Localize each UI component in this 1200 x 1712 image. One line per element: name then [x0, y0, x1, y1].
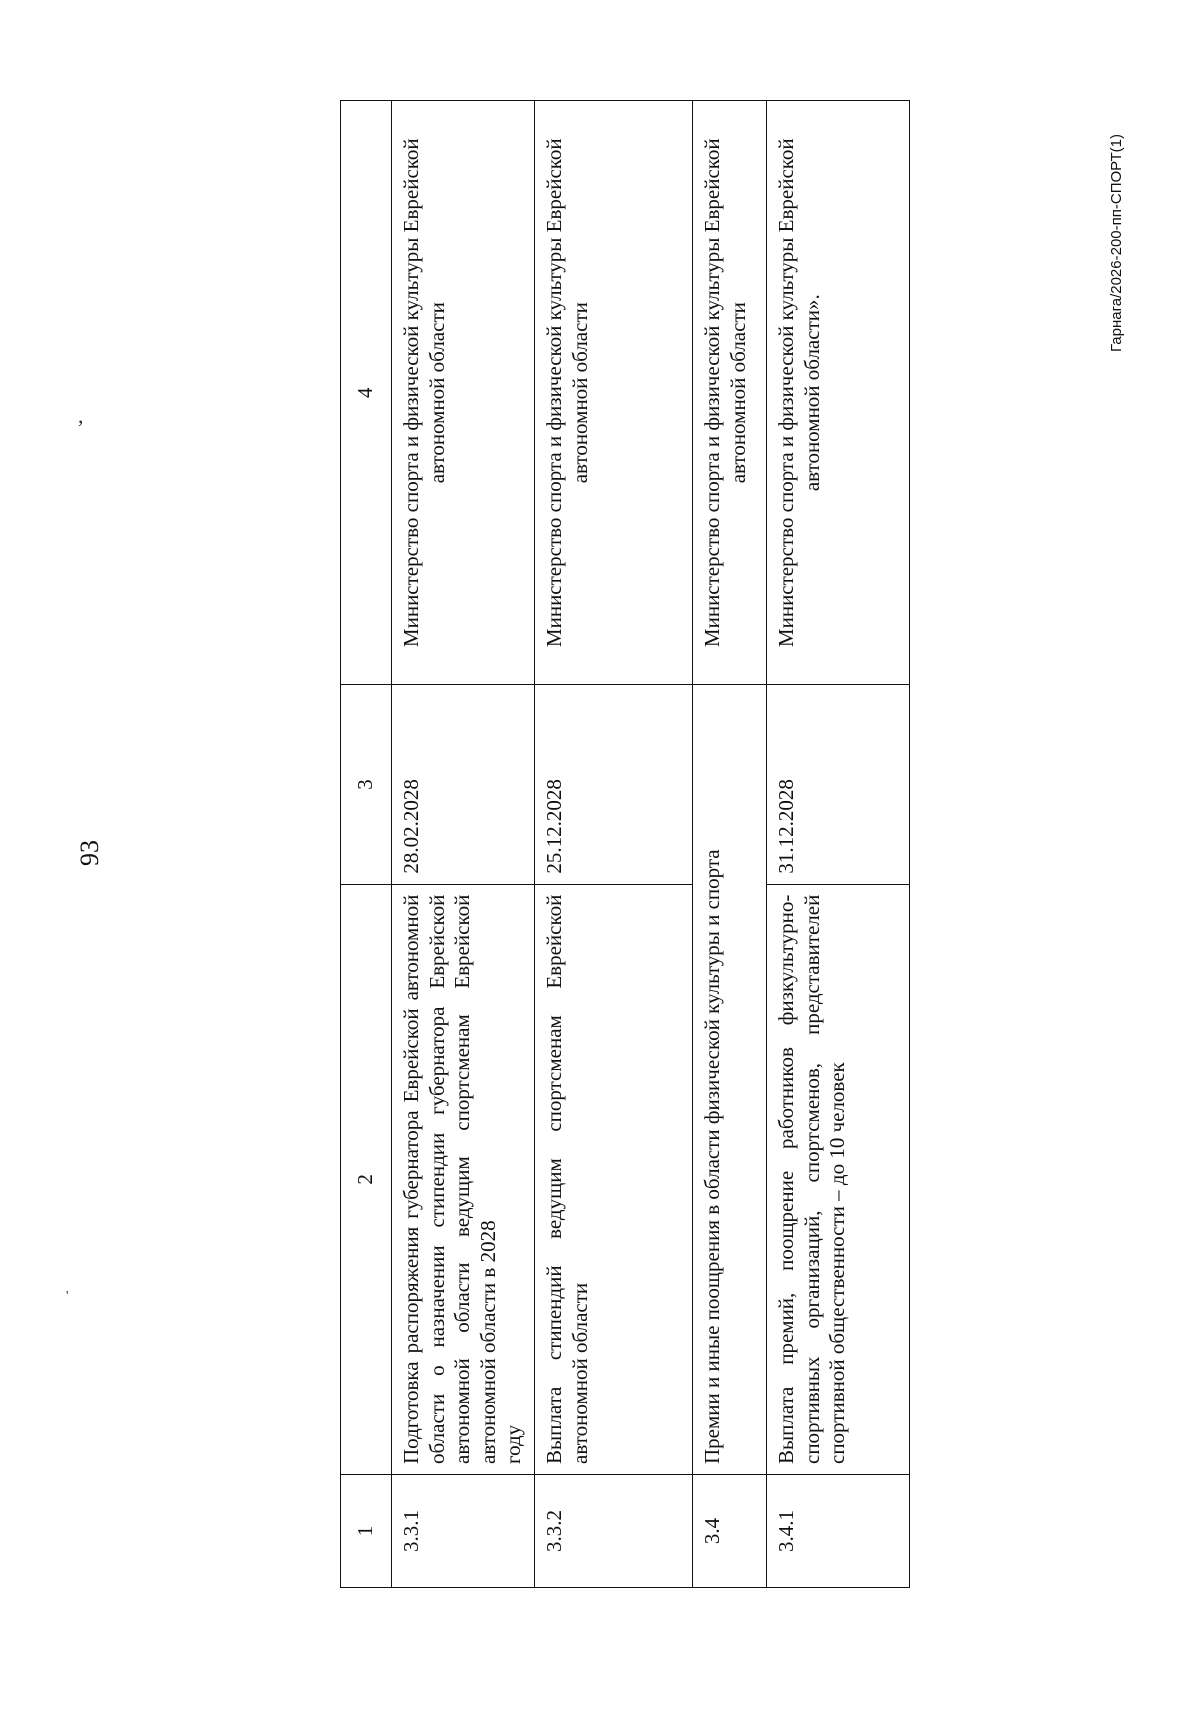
- table-row: [767, 101, 910, 1588]
- column-header: 1: [341, 1475, 392, 1588]
- column-header: 2: [341, 884, 392, 1474]
- row-number: 3.4.1: [767, 1475, 910, 1588]
- column-header: 3: [341, 685, 392, 884]
- plan-table: [340, 100, 910, 1588]
- row-responsible: Министерство спорта и физической культуры Еврейской автономной области: [535, 101, 693, 685]
- row-responsible: Министерство спорта и физической культуры Еврейской автономной области: [693, 101, 767, 685]
- row-date: 28.02.2028: [392, 685, 535, 884]
- table-row: [392, 101, 535, 1588]
- row-description: [392, 884, 535, 1474]
- column-header: 4: [341, 101, 392, 685]
- page-number: 93: [75, 840, 104, 866]
- row-number: 3.4: [693, 1475, 767, 1588]
- row-description-end: году: [501, 1424, 526, 1464]
- row-number: 3.3.1: [392, 1475, 535, 1588]
- table-header-row: [341, 101, 392, 1588]
- row-responsible: Министерство спорта и физической культуры Еврейской автономной области: [392, 101, 535, 685]
- row-responsible: Министерство спорта и физической культуры Еврейской автономной области».: [767, 101, 910, 685]
- row-date: 31.12.2028: [767, 685, 910, 884]
- scan-speck: ': [66, 1289, 69, 1304]
- row-description: Выплата стипендий ведущим спортсменам Еврейской автономной области: [535, 884, 693, 1474]
- row-description: Премии и иные поощрения в области физической культуры и спорта: [693, 685, 767, 1475]
- document-code: Гарнага/2026-200-пп-СПОРТ(1): [1108, 134, 1125, 352]
- row-date: 25.12.2028: [535, 685, 693, 884]
- row-number: 3.3.2: [535, 1475, 693, 1588]
- scan-speck: ,: [78, 403, 84, 428]
- row-description-text: Подготовка распоряжения губернатора Еврейской автономной области о назначении стипендии губернатора Еврейской автономной области ведущим спортсменам Еврейской автономной области в 2028: [399, 894, 500, 1464]
- table-row-section: [693, 101, 767, 1588]
- table-row: [535, 101, 693, 1588]
- row-description: Выплата премий, поощрение работников физкультурно-спортивных организаций, спортсменов, представителей спортивной общественности – до 10 человек: [767, 884, 910, 1474]
